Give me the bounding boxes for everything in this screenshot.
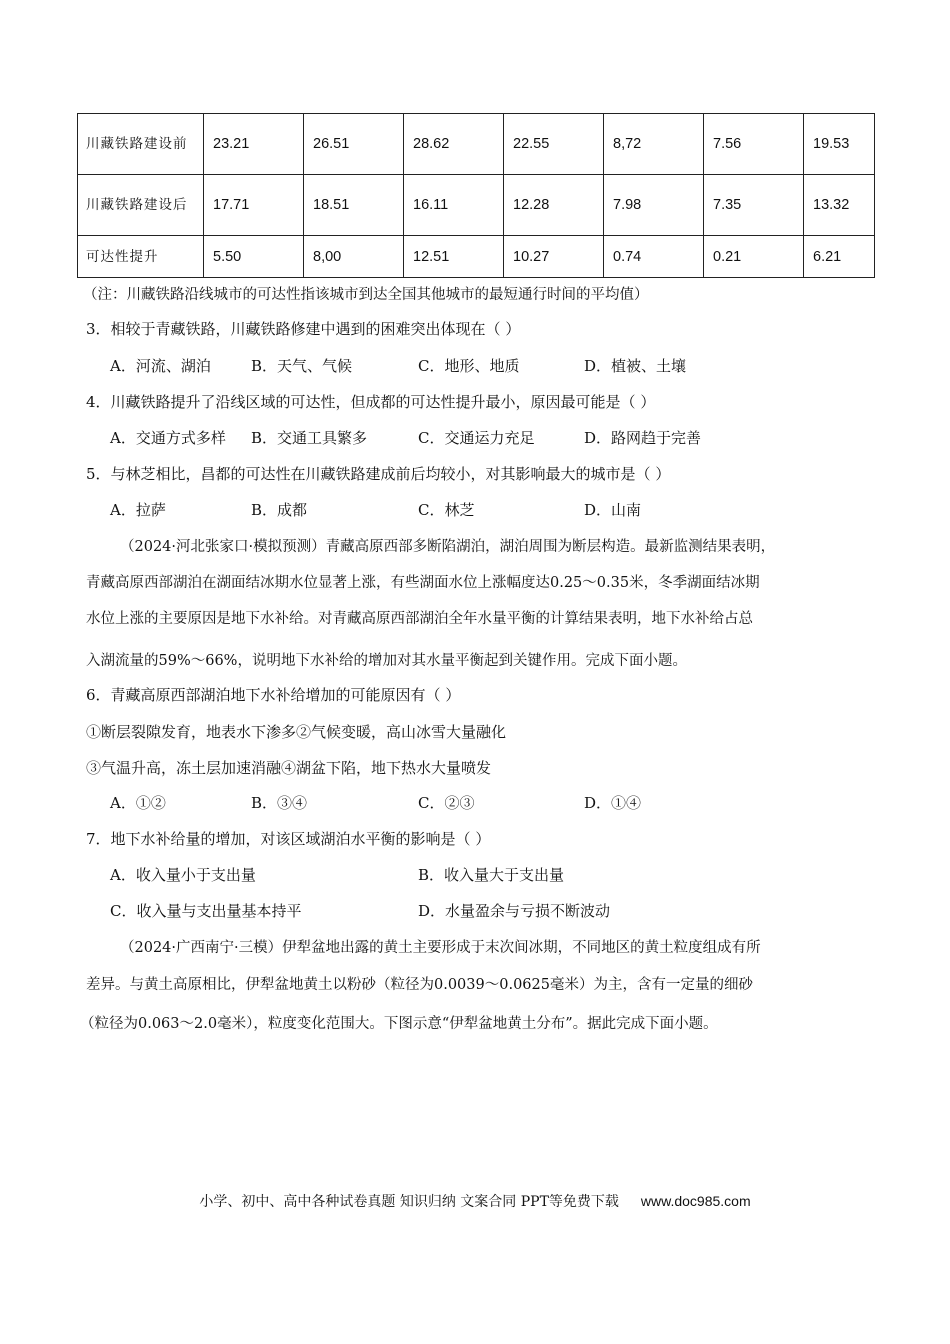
table-cell: 17.71: [204, 175, 304, 236]
q3-option-c: C．地形、地质: [418, 357, 520, 375]
q6-option-d: D．①④: [584, 794, 642, 812]
q3-option-a: A．河流、湖泊: [110, 357, 211, 375]
table-cell: 5.50: [204, 236, 304, 278]
table-cell: 7.35: [704, 175, 804, 236]
table-cell: 26.51: [304, 114, 404, 175]
q7-option-a: A．收入量小于支出量: [110, 866, 256, 884]
question-5-stem: 5．与林芝相比，昌都的可达性在川藏铁路建成前后均较小，对其影响最大的城市是（ ）: [86, 465, 671, 483]
row-label: 川藏铁路建设前: [78, 114, 204, 175]
row-label: 川藏铁路建设后: [78, 175, 204, 236]
question-3-stem: 3．相较于青藏铁路，川藏铁路修建中遇到的困难突出体现在（ ）: [86, 320, 521, 338]
q4-option-c: C．交通运力充足: [418, 429, 535, 447]
passage-2-line: （粒径为0.063～2.0毫米），粒度变化范围大。下图示意“伊犁盆地黄土分布”。据此完成下面小题。: [80, 1016, 718, 1032]
page-footer: [0, 1191, 950, 1211]
row-label: 可达性提升: [78, 236, 204, 278]
q5-option-d: D．山南: [584, 501, 642, 519]
table-cell: 7.56: [704, 114, 804, 175]
q5-option-a: A．拉萨: [110, 501, 166, 519]
q7-option-b: B．收入量大于支出量: [418, 866, 565, 884]
passage-2-line: 差异。与黄土高原相比，伊犁盆地黄土以粉砂（粒径为0.0039～0.0625毫米）为主，含有一定量的细砂: [86, 977, 753, 993]
table-cell: 8,72: [604, 114, 704, 175]
table-cell: 6.21: [804, 236, 875, 278]
q3-option-b: B．天气、气候: [251, 357, 353, 375]
q6-option-c: C．②③: [418, 794, 475, 812]
passage-2-line: （2024·广西南宁·三模）伊犁盆地出露的黄土主要形成于末次间冰期，不同地区的黄土粒度组成有所: [120, 940, 761, 956]
table-cell: 0.21: [704, 236, 804, 278]
q6-option-b: B．③④: [251, 794, 308, 812]
q4-option-a: A．交通方式多样: [110, 429, 226, 447]
passage-1-line: 青藏高原西部湖泊在湖面结冰期水位显著上涨，有些湖面水位上涨幅度达0.25～0.35米，冬季湖面结冰期: [86, 575, 760, 591]
table-row: [78, 114, 875, 175]
q4-option-d: D．路网趋于完善: [584, 429, 702, 447]
question-4-stem: 4．川藏铁路提升了沿线区域的可达性，但成都的可达性提升最小，原因最可能是（ ）: [86, 393, 656, 411]
q7-option-c: C．收入量与支出量基本持平: [110, 902, 302, 920]
table-cell: 22.55: [504, 114, 604, 175]
passage-1-line: 入湖流量的59%～66%，说明地下水补给的增加对其水量平衡起到关键作用。完成下面小题。: [86, 653, 687, 669]
table-cell: 12.28: [504, 175, 604, 236]
q3-option-d: D．植被、土壤: [584, 357, 687, 375]
table-cell: 16.11: [404, 175, 504, 236]
table-cell: 8,00: [304, 236, 404, 278]
q6-statement: ③气温升高，冻土层加速消融④湖盆下陷，地下热水大量喷发: [86, 759, 492, 777]
table-cell: 7.98: [604, 175, 704, 236]
table-cell: 0.74: [604, 236, 704, 278]
footer-url[interactable]: www.doc985.com: [640, 1193, 751, 1209]
table-cell: 28.62: [404, 114, 504, 175]
q6-statement: ①断层裂隙发育，地表水下渗多②气候变暖，高山冰雪大量融化: [86, 723, 507, 741]
q6-option-a: A．①②: [110, 794, 166, 812]
table-cell: 10.27: [504, 236, 604, 278]
q4-option-b: B．交通工具繁多: [251, 429, 368, 447]
table-cell: 23.21: [204, 114, 304, 175]
question-7-stem: 7．地下水补给量的增加，对该区域湖泊水平衡的影响是（ ）: [86, 830, 491, 848]
table-cell: 18.51: [304, 175, 404, 236]
table-row: [78, 175, 875, 236]
table-cell: 13.32: [804, 175, 875, 236]
table-cell: 12.51: [404, 236, 504, 278]
footer-text: 小学、初中、高中各种试卷真题 知识归纳 文案合同 PPT等免费下载: [199, 1194, 619, 1210]
table-row: [78, 236, 875, 278]
passage-1-line: 水位上涨的主要原因是地下水补给。对青藏高原西部湖泊全年水量平衡的计算结果表明，地下水补给占总: [86, 611, 753, 627]
table-cell: 19.53: [804, 114, 875, 175]
q5-option-c: C．林芝: [418, 501, 475, 519]
question-6-stem: 6．青藏高原西部湖泊地下水补给增加的可能原因有（ ）: [86, 686, 461, 704]
passage-1-line: （2024·河北张家口·模拟预测）青藏高原西部多断陷湖泊，湖泊周围为断层构造。最新监测结果表明，: [120, 539, 776, 555]
table-note: （注：川藏铁路沿线城市的可达性指该城市到达全国其他城市的最短通行时间的平均值）: [83, 287, 649, 303]
q5-option-b: B．成都: [251, 501, 308, 519]
q7-option-d: D．水量盈余与亏损不断波动: [418, 902, 611, 920]
accessibility-table: [77, 113, 875, 278]
